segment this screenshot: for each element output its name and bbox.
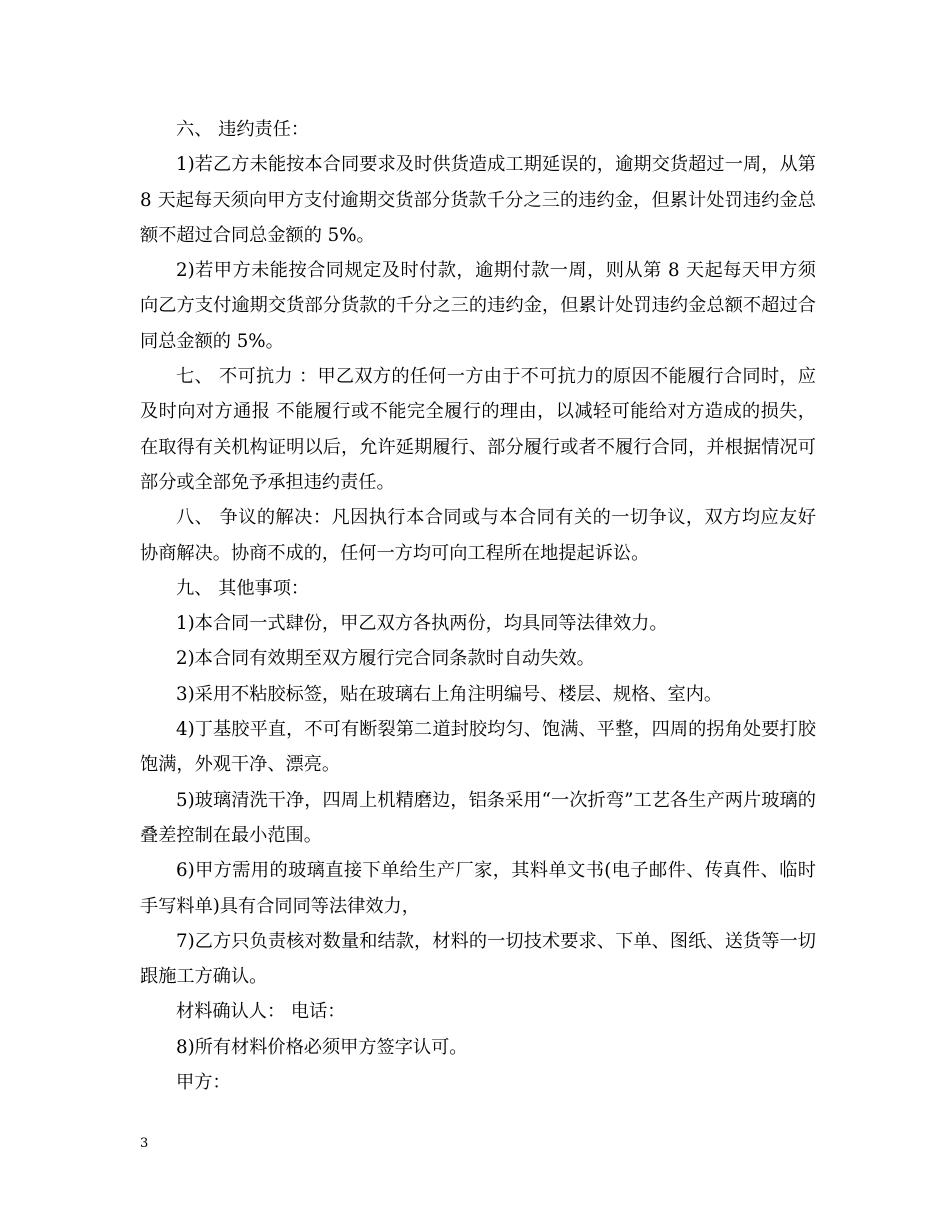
- item-supplier-responsibility: 7)乙方只负责核对数量和结款，材料的一切技术要求、下单、图纸、送货等一切跟施工方确认。: [140, 930, 816, 988]
- material-confirmer-line: 材料确认人： 电话：: [176, 1001, 346, 1023]
- item-order-documents: 6)甲方需用的玻璃直接下单给生产厂家，其料单文书(电子邮件、传真件、临时手写料单)具有合同同等法律效力，: [140, 860, 816, 917]
- paragraph-breach-supplier: 1)若乙方未能按本合同要求及时供货造成工期延误的，逾期交货超过一周，从第 8 天起每天须向甲方支付逾期交货部分货款千分之三的违约金，但累计处罚违约金总额不超过合同总金额的 5%。: [140, 154, 816, 246]
- section-nine-heading: 九、 其他事项：: [176, 577, 310, 599]
- item-price-approval: 8)所有材料价格必须甲方签字认可。: [176, 1036, 468, 1058]
- section-seven-force-majeure: 七、 不可抗力 ：甲乙双方的任何一方由于不可抗力的原因不能履行合同时，应及时向对方通报 不能履行或不能完全履行的理由，以减轻可能给对方造成的损失，在取得有关机构证明以后，允许延期履行、部分履行或者不履行合同，并根据情况可部分或全部免予承担违约责任。: [140, 366, 816, 493]
- item-labels: 3)采用不粘胶标签，贴在玻璃右上角注明编号、楼层、规格、室内。: [176, 683, 723, 705]
- item-validity: 2)本合同有效期至双方履行完合同条款时自动失效。: [176, 648, 595, 670]
- page-number: 3: [140, 1136, 149, 1151]
- item-glass-cleaning: 5)玻璃清洗干净，四周上机精磨边，铝条采用“一次折弯”工艺各生产两片玻璃的叠差控制在最小范围。: [140, 789, 816, 846]
- item-copies: 1)本合同一式肆份，甲乙双方各执两份，均具同等法律效力。: [176, 613, 668, 635]
- paragraph-breach-buyer: 2)若甲方未能按合同规定及时付款，逾期付款一周，则从第 8 天起每天甲方须向乙方支付逾期交货部分货款的千分之三的违约金，但累计处罚违约金总额不超过合同总金额的 5%。: [140, 260, 816, 352]
- section-six-heading: 六、 违约责任：: [176, 119, 310, 140]
- section-eight-dispute: 八、 争议的解决：凡因执行本合同或与本合同有关的一切争议，双方均应友好协商解决。协商不成的，任何一方均可向工程所在地提起诉讼。: [140, 507, 816, 564]
- item-butyl-sealant: 4)丁基胶平直，不可有断裂第二道封胶均匀、饱满、平整，四周的拐角处要打胶饱满，外观干净、漂亮。: [140, 719, 816, 776]
- document-body: [140, 112, 816, 1100]
- party-a-line: 甲方：: [176, 1072, 231, 1094]
